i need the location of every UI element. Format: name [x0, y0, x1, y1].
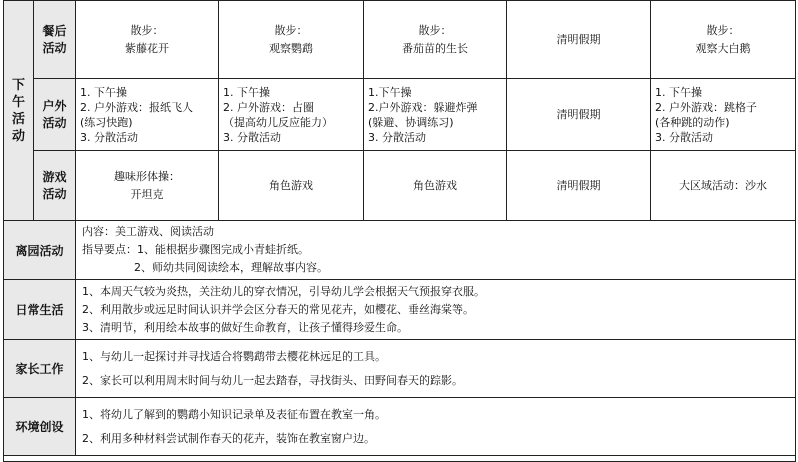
leaving-label: 离园活动 — [4, 221, 76, 280]
games-cell-3: 角色游戏 — [364, 151, 507, 221]
after-meal-cell-5: 散步： 观察大白鹅 — [651, 1, 796, 79]
outdoor-cell-3: 1.下午操 2.户外游戏：躲避炸弹 (躲避、协调练习) 3. 分散活动 — [364, 79, 507, 151]
after-meal-cell-1: 散步： 紫藤花开 — [76, 1, 219, 79]
outdoor-label: 户外活动 — [34, 79, 76, 151]
games-cell-1: 趣味形体操： 开坦克 — [76, 151, 219, 221]
after-meal-cell-2: 散步： 观察鹦鹉 — [219, 1, 364, 79]
outdoor-cell-5: 1. 下午操 2. 户外游戏：跳格子 (各种跳的动作) 3. 分散活动 — [651, 79, 796, 151]
after-meal-cell-4: 清明假期 — [507, 1, 651, 79]
outdoor-cell-2: 1. 下午操 2. 户外游戏：占圈 （提高幼儿反应能力） 3. 分散活动 — [219, 79, 364, 151]
outdoor-cell-4: 清明假期 — [507, 79, 651, 151]
weekly-plan-table — [3, 0, 796, 462]
leaving-content: 内容：美工游戏、阅读活动 指导要点：1、能根据步骤图完成小青蛙折纸。 2、师幼共同阅读绘本，理解故事内容。 — [76, 221, 796, 280]
games-cell-5: 大区域活动：沙水 — [651, 151, 796, 221]
table-bottom-edge — [4, 456, 796, 462]
games-cell-2: 角色游戏 — [219, 151, 364, 221]
outdoor-cell-1: 1. 下午操 2. 户外游戏：报纸飞人 (练习快跑) 3. 分散活动 — [76, 79, 219, 151]
daily-life-label: 日常生活 — [4, 280, 76, 340]
parents-content: 1、与幼儿一起探讨并寻找适合将鹦鹉带去樱花林远足的工具。 2、家长可以利用周末时间与幼儿一起去踏春，寻找街头、田野间春天的踪影。 — [76, 340, 796, 398]
after-meal-cell-3: 散步： 番茄苗的生长 — [364, 1, 507, 79]
daily-life-content: 1、本周天气较为炎热，关注幼儿的穿衣情况，引导幼儿学会根据天气预报穿衣服。 2、利用散步或远足时间认识并学会区分春天的常见花卉，如樱花、垂丝海棠等。 3、清明节，利用绘本故事的做好生命教育，让孩子懂得珍爱生命。 — [76, 280, 796, 340]
games-label: 游戏活动 — [34, 151, 76, 221]
afternoon-activity-label: 下午活动 — [4, 1, 34, 221]
parents-label: 家长工作 — [4, 340, 76, 398]
games-cell-4: 清明假期 — [507, 151, 651, 221]
environment-label: 环境创设 — [4, 398, 76, 456]
after-meal-label: 餐后活动 — [34, 1, 76, 79]
environment-content: 1、将幼儿了解到的鹦鹉小知识记录单及表征布置在教室一角。 2、利用多种材料尝试制作春天的花卉，装饰在教室窗户边。 — [76, 398, 796, 456]
